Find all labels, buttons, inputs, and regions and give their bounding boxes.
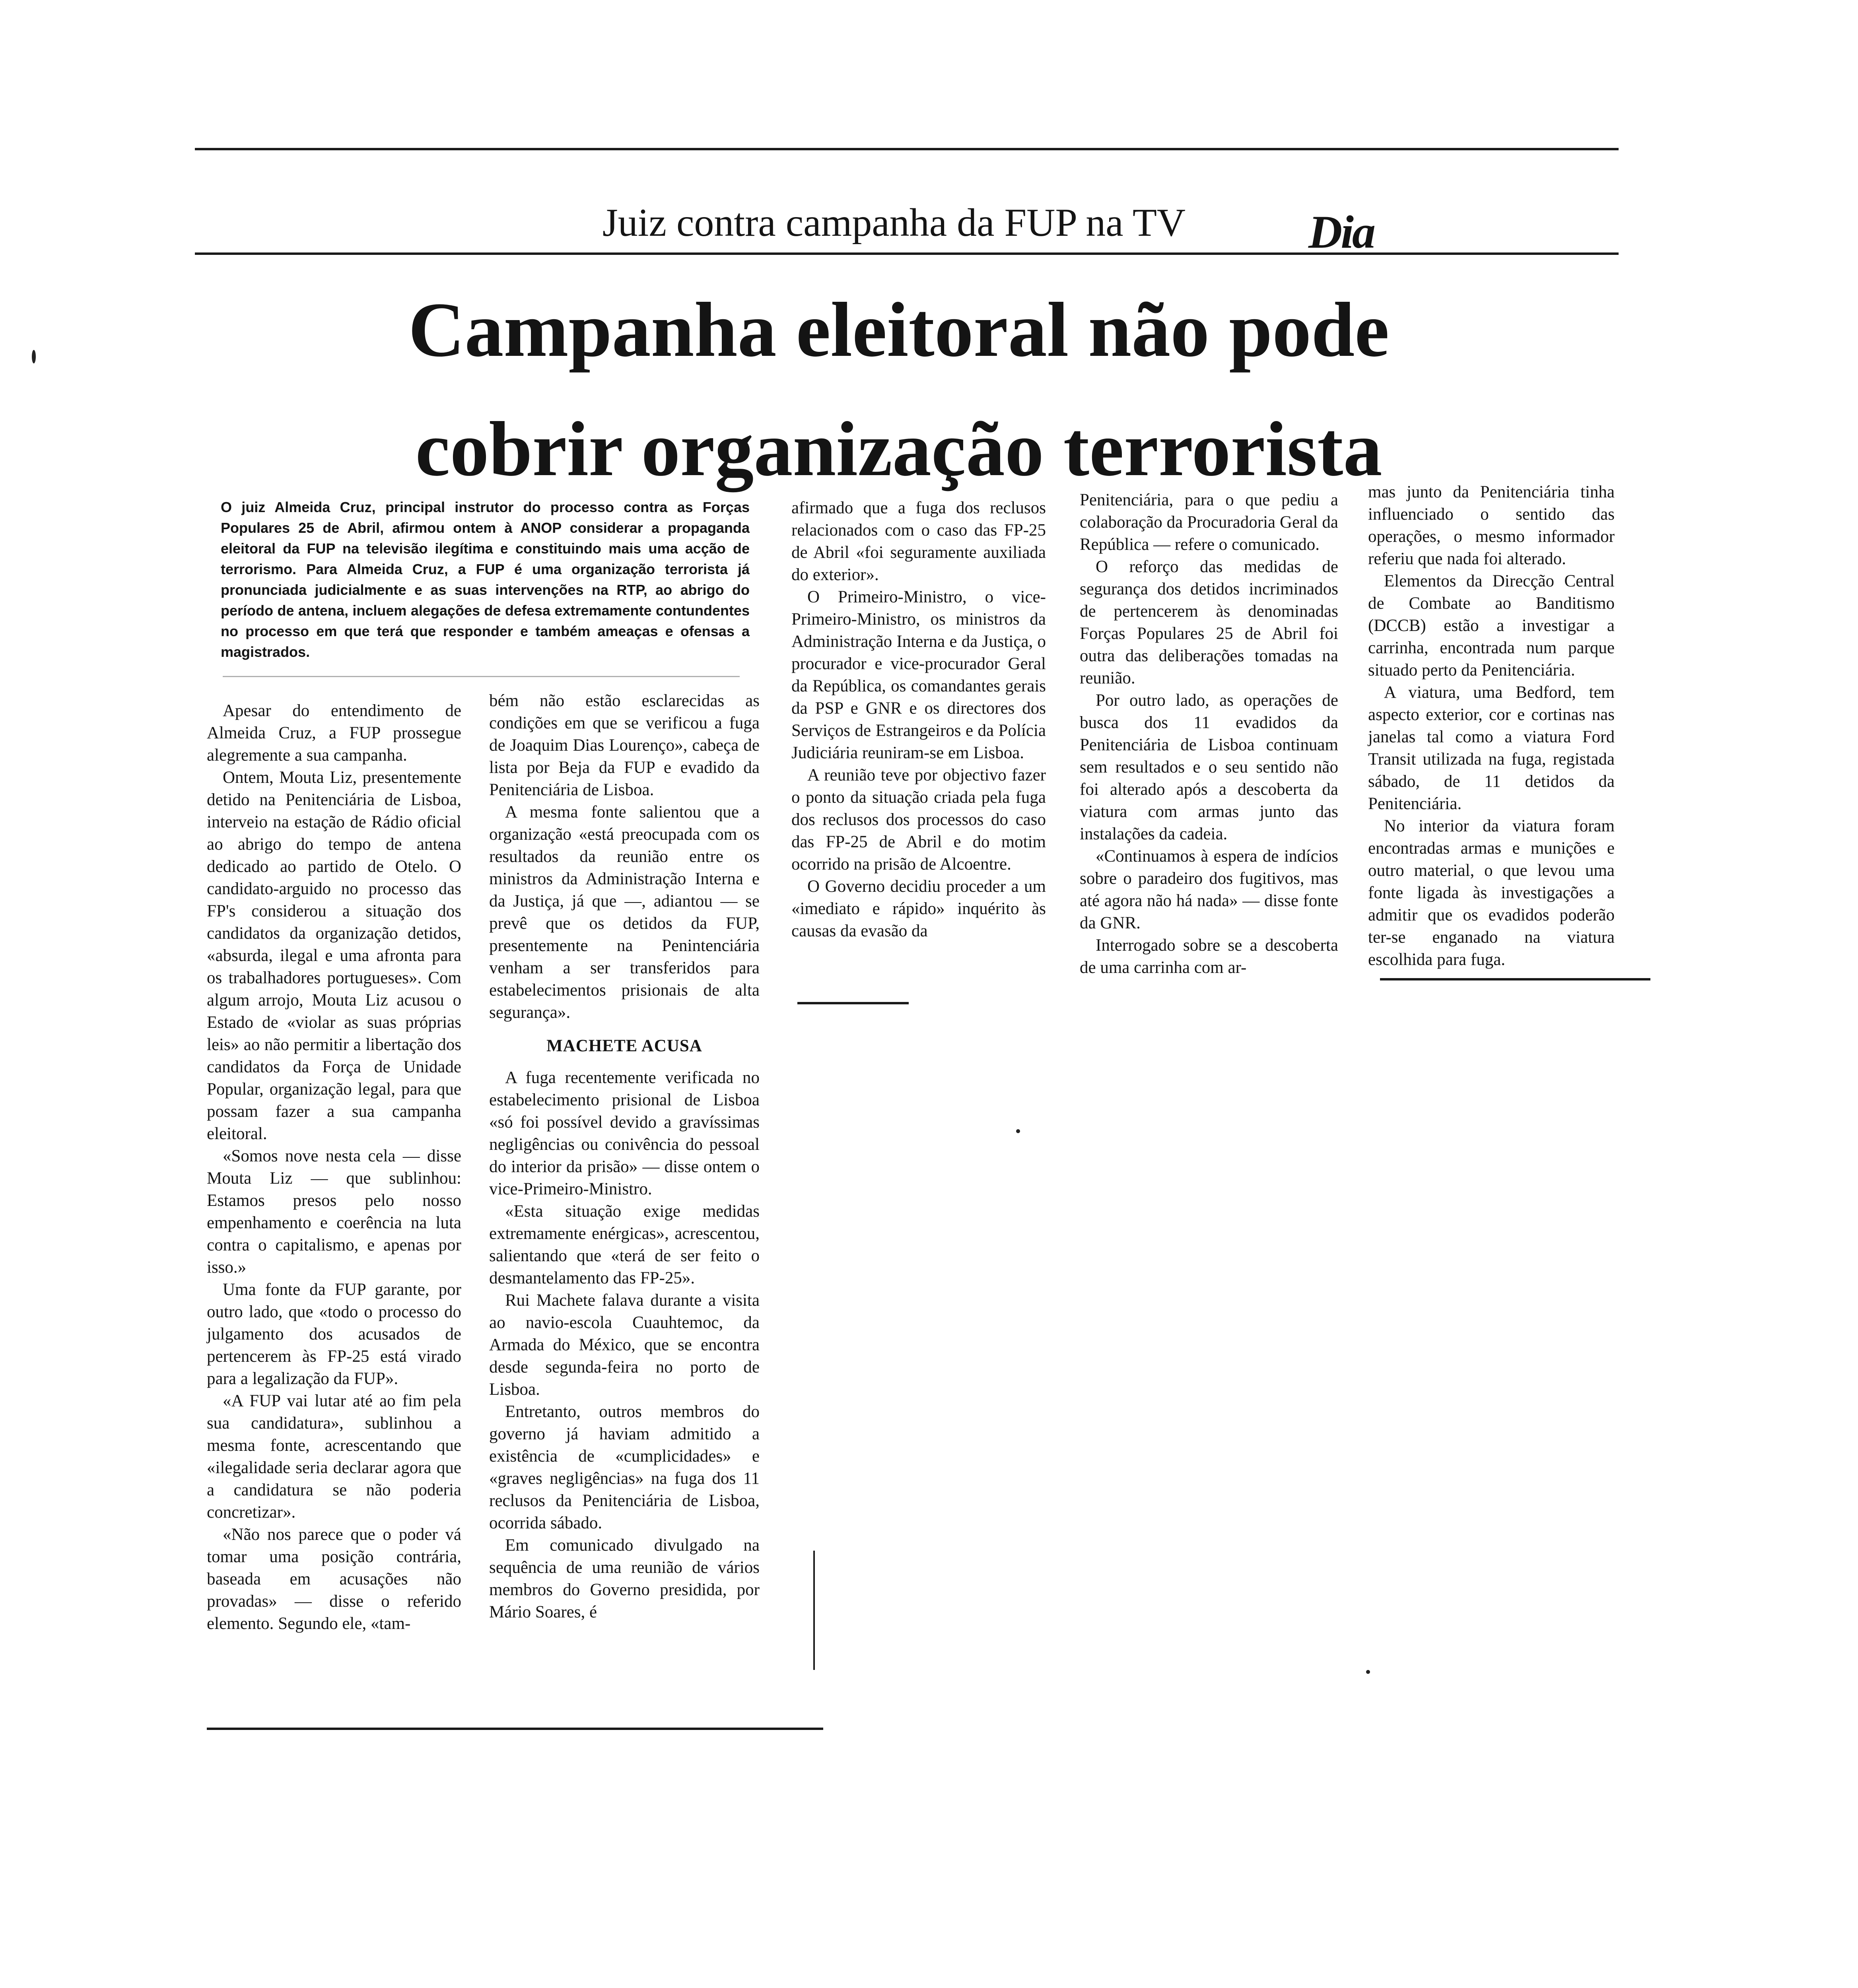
paragraph: Apesar do entendimento de Almeida Cruz, a FUP prossegue alegremente a sua campanha. [207,701,461,765]
paragraph: «A FUP vai lutar até ao fim pela sua candidatura», sublinhou a mesma fonte, acrescentando que «ilegalidade seria declarar agora que a candidatura se não poderia concretizar». [207,1392,461,1522]
column-end-rule-right [1380,978,1650,980]
article-column-1 [207,700,461,1635]
paragraph: bém não estão esclarecidas as condições em que se verificou a fuga de Joaquim Dias Lourenço», cabeça de lista por Beja da FUP e evadido da Penitenciária de Lisboa. [489,691,760,799]
scan-speck [1366,1670,1370,1674]
article-column-5 [1368,481,1615,971]
lead-paragraph: O juiz Almeida Cruz, principal instrutor do processo contra as Forças Populares 25 de Abril, afirmou ontem à ANOP considerar a propaganda eleitoral da FUP na televisão ilegítima e constituindo mais uma acção de terrorismo. Para Almeida Cruz, a FUP é uma organização terrorista já pronunciada judicialmente e as suas intervenções na RTP, ao abrigo do período de antena, incluem alegações de defesa extremamente contundentes no processo em que terá que responder e também ameaças e ofensas a magistrados. [221,499,750,660]
column-divider [813,1551,815,1670]
paragraph: «Esta situação exige medidas extremamente enérgicas», acrescentou, salientando que «terá de ser feito o desmantelamento das FP-25». [489,1202,760,1287]
article-column-3 [791,497,1046,942]
paragraph: mas junto da Penitenciária tinha influenciado o sentido das operações, o mesmo informador referiu que nada foi alterado. [1368,483,1615,568]
subheading: MACHETE ACUSA [546,1037,702,1055]
paragraph: Ontem, Mouta Liz, presentemente detido na Penitenciária de Lisboa, interveio na estação de Rádio oficial ao abrigo do tempo de antena dedicado ao partido de Otelo. O candidato-arguido no processo das FP's considerou a situação dos candidatos da organização detidos, «absurda, ilegal e uma afronta para os trabalhadores portugueses». Com algum arrojo, Mouta Liz acusou o Estado de «violar as suas próprias leis» ao não permitir a libertação dos candidatos da Força de Unidade Popular, organização legal, para que possam fazer a sua campanha eleitoral. [207,768,461,1143]
paragraph: A reunião teve por objectivo fazer o ponto da situação criada pela fuga dos reclusos dos processos do caso das FP-25 de Abril e do motim ocorrido na prisão de Alcoentre. [791,766,1046,874]
lead-end-rule [223,676,740,677]
scan-speck [1016,1129,1020,1133]
article-column-2 [489,690,760,1623]
article-column-4 [1080,489,1338,979]
paragraph: Rui Machete falava durante a visita ao navio-escola Cuauhtemoc, da Armada do México, que se encontra desde segunda-feira no porto de Lisboa. [489,1291,760,1399]
paragraph: «Continuamos à espera de indícios sobre o paradeiro dos fugitivos, mas até agora não há nada» — disse fonte da GNR. [1080,847,1338,932]
paragraph: afirmado que a fuga dos reclusos relacionados com o caso das FP-25 de Abril «foi seguramente auxiliada do exterior». [791,499,1046,584]
publication-stamp: Dia [1308,206,1374,258]
paragraph: Entretanto, outros membros do governo já haviam admitido a existência de «cumplicidades» e «graves negligências» na fuga dos 11 reclusos da Penitenciária de Lisboa, ocorrida sábado. [489,1402,760,1532]
headline: Campanha eleitoral não pode cobrir organização terrorista [408,287,1390,492]
paragraph: Penitenciária, para o que pediu a colaboração da Procuradoria Geral da República — refere o comunicado. [1080,491,1338,554]
top-border-rule [195,148,1619,150]
paragraph: A mesma fonte salientou que a organização «está preocupada com os resultados da reunião entre os ministros da Administração Interna e da Justiça, já que —, adiantou — se prevê que os detidos da FUP, presentemente na Penintenciária venham a ser transferidos para estabelecimentos prisionais de alta segurança». [489,803,760,1022]
paragraph: «Não nos parece que o poder vá tomar uma posição contrária, baseada em acusações não provadas» — disse o referido elemento. Segundo ele, «tam- [207,1525,461,1633]
paragraph: Interrogado sobre se a descoberta de uma carrinha com ar- [1080,936,1338,977]
paragraph: Em comunicado divulgado na sequência de uma reunião de vários membros do Governo presidida, por Mário Soares, é [489,1536,760,1621]
column-end-rule [797,1002,909,1004]
paragraph: A viatura, uma Bedford, tem aspecto exterior, cor e cortinas nas janelas tal como a viatura Ford Transit utilizada na fuga, registada sábado, de 11 detidos da Penitenciária. [1368,683,1615,813]
paragraph: Por outro lado, as operações de busca dos 11 evadidos da Penitenciária de Lisboa continuam sem resultados e o seu sentido não foi alterado após a descoberta da viatura com armas junto das instalações da cadeia. [1080,691,1338,843]
paragraph: Uma fonte da FUP garante, por outro lado, que «todo o processo do julgamento dos acusados de pertencerem às FP-25 está virado para a legalização da FUP». [207,1280,461,1388]
paragraph: O reforço das medidas de segurança dos detidos incriminados de pertencerem às denominadas Forças Populares 25 de Abril foi outra das deliberações tomadas na reunião. [1080,557,1338,687]
paragraph: Elementos da Direcção Central de Combate ao Banditismo (DCCB) estão a investigar a carrinha, encontrada num parque situado perto da Penitenciária. [1368,572,1615,679]
scan-speck [32,350,36,363]
paragraph: A fuga recentemente verificada no estabelecimento prisional de Lisboa «só foi possível devido a gravíssimas negligências ou conivência do pessoal do interior da prisão» — disse ontem o vice-Primeiro-Ministro. [489,1068,760,1198]
bottom-border-rule [207,1728,823,1730]
kicker-line: Juiz contra campanha da FUP na TV [602,200,1186,245]
paragraph: O Governo decidiu proceder a um «imediato e rápido» inquérito às causas da evasão da [791,877,1046,940]
kicker-rule [195,252,1619,255]
paragraph: No interior da viatura foram encontradas armas e munições e outro material, o que levou uma fonte ligada às investigações a admitir que os evadidos poderão ter-se enganado na viatura escolhida para fuga. [1368,817,1615,969]
paragraph: «Somos nove nesta cela — disse Mouta Liz — que sublinhou: Estamos presos pelo nosso empenhamento e coerência na luta contra o capitalismo, e apenas por isso.» [207,1147,461,1277]
paragraph: O Primeiro-Ministro, o vice-Primeiro-Ministro, os ministros da Administração Interna e da Justiça, o procurador e vice-procurador Geral da República, os comandantes gerais da PSP e GNR e os directores dos Serviços de Estrangeiros e da Polícia Judiciária reuniram-se em Lisboa. [791,588,1046,762]
